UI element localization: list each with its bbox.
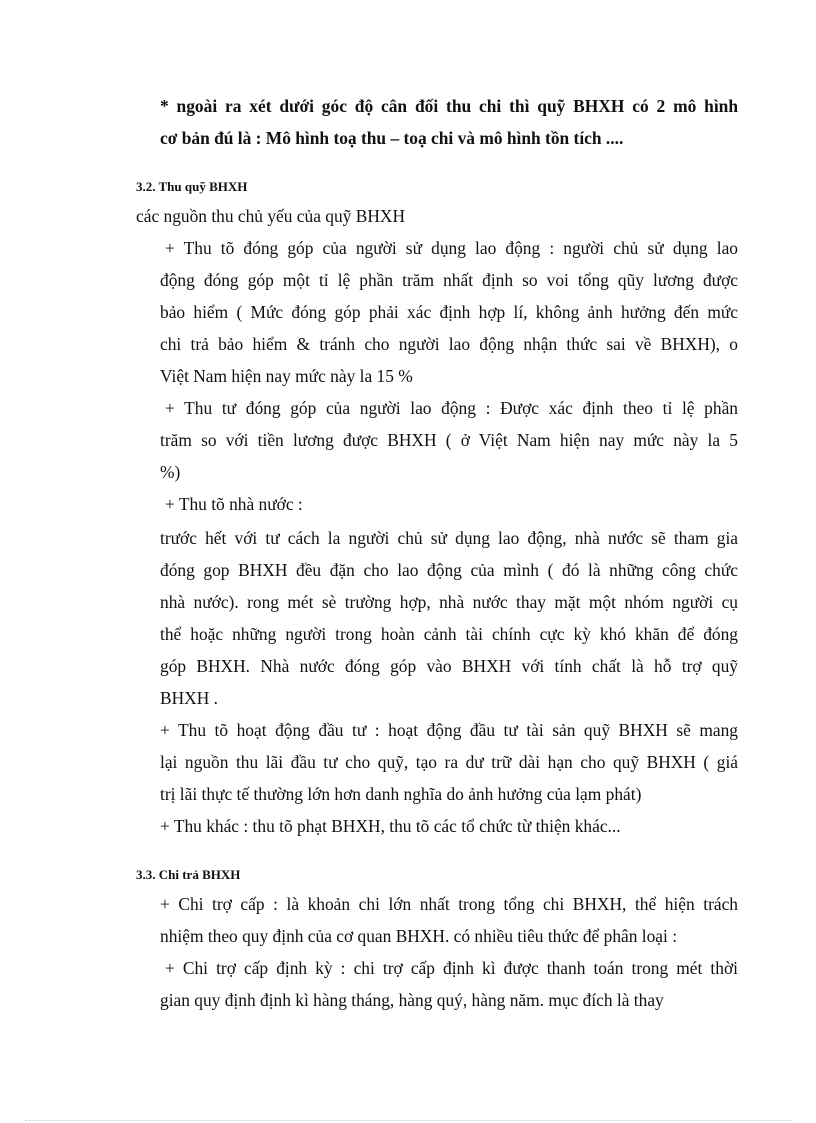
section-intro: các nguồn thu chủ yếu của quỹ BHXH [136,206,406,226]
paragraph-line: gian quy định định kì hàng tháng, hàng quý, hàng năm. mục đích là thay [160,990,664,1010]
paragraph-line: đóng gop BHXH đều đặn cho lao động của mình ( đó là những công chức [160,560,738,580]
paragraph-line: Việt Nam hiện nay mức này la 15 % [160,366,413,386]
paragraph-line: + Thu tõ nhà nước : [165,494,303,514]
page-bottom-divider [25,1120,791,1121]
paragraph-line: nhiệm theo quy định của cơ quan BHXH. có nhiều tiêu thức để phân loại : [160,926,678,946]
paragraph-line: + Thu tư đóng góp của người lao động : Được xác định theo tỉ lệ phần [165,398,738,418]
paragraph-line: nhà nước). rong mét sè trường hợp, nhà nước thay mặt một nhóm người cụ [160,592,738,612]
intro-line-2: cơ bản đú là : Mô hình toạ thu – toạ chi và mô hình tồn tích .... [160,128,624,148]
paragraph-line: bảo hiểm ( Mức đóng góp phải xác định hợp lí, không ảnh hưởng đến mức [160,302,738,322]
intro-line-1: * ngoài ra xét dưới góc độ cân đối thu chi thì quỹ BHXH có 2 mô hình [160,96,738,116]
paragraph-line: thể hoặc những người trong hoàn cảnh tài chính cực kỳ khó khăn để đóng [160,624,738,644]
paragraph-line: + Chi trợ cấp định kỳ : chi trợ cấp định kì được thanh toán trong mét thời [165,958,738,978]
paragraph-line: động đóng góp một tỉ lệ phần trăm nhất định so voi tổng qũy lương được [160,270,738,290]
paragraph-line: + Thu tõ đóng góp của người sử dụng lao động : người chủ sử dụng lao [165,238,738,258]
paragraph-line: lại nguồn thu lãi đầu tư cho quỹ, tạo ra dư trữ dài hạn cho quỹ BHXH ( giá [160,752,738,772]
paragraph-line: trước hết với tư cách la người chủ sử dụng lao động, nhà nước sẽ tham gia [160,528,738,548]
section-heading-3-3: 3.3. Chi trả BHXH [136,867,241,882]
paragraph-line: góp BHXH. Nhà nước đóng góp vào BHXH với tính chất là hỗ trợ quỹ [160,656,738,676]
paragraph-line: trị lãi thực tế thường lớn hơn danh nghĩa do ảnh hưởng của lạm phát) [160,784,642,804]
paragraph-line: BHXH . [160,688,218,708]
section-heading-3-2: 3.2. Thu quỹ BHXH [136,179,248,194]
paragraph-line: trăm so với tiền lương được BHXH ( ở Việt Nam hiện nay mức này la 5 [160,430,738,450]
paragraph-line: + Thu khác : thu tõ phạt BHXH, thu tõ các tổ chức từ thiện khác... [160,816,621,836]
paragraph-line: %) [160,462,181,482]
paragraph-line: + Chi trợ cấp : là khoản chi lớn nhất trong tổng chi BHXH, thể hiện trách [160,894,738,914]
paragraph-line: + Thu tõ hoạt động đầu tư : hoạt động đầu tư tài sản quỹ BHXH sẽ mang [160,720,738,740]
paragraph-line: chi trả bảo hiểm & tránh cho người lao động nhận thức sai về BHXH), o [160,334,738,354]
